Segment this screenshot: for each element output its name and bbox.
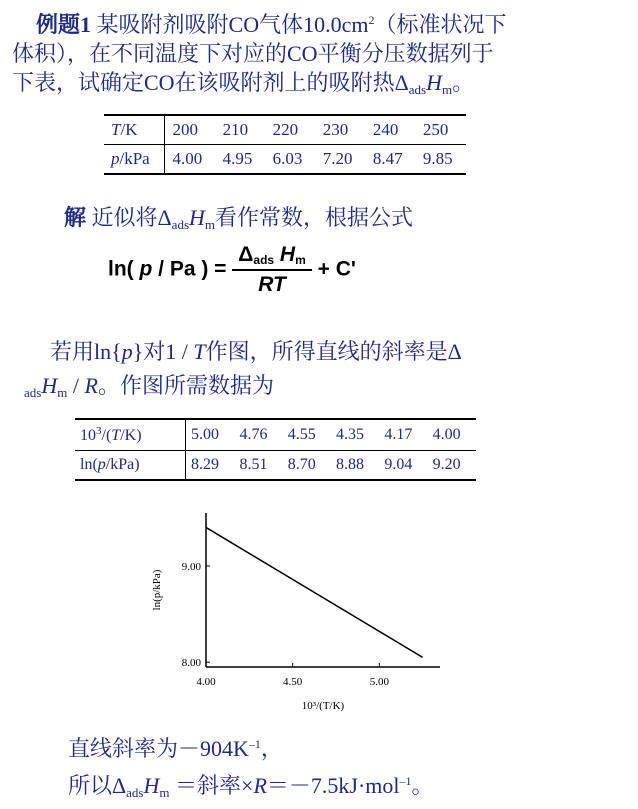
result-line-2: [68, 765, 434, 809]
table-cell: 230: [322, 120, 349, 139]
text: 作图，所得直线的斜率是Δ: [205, 339, 462, 364]
period: 。: [452, 70, 475, 95]
series-line: [206, 527, 423, 657]
table-cell: 8.47: [372, 149, 403, 168]
table-cell: 250: [422, 120, 449, 139]
solution-text-a: 近似将Δ: [91, 205, 172, 230]
table-cell: 6.03: [272, 149, 303, 168]
row-label-pressure: [104, 145, 165, 175]
subscript-m: m: [204, 217, 216, 232]
problem-text-1: 某吸附剂吸附CO气体10.0cm: [96, 12, 369, 37]
unit-K: /K: [120, 120, 138, 139]
x-tick-label: 4.00: [196, 676, 216, 688]
formula-numerator: [232, 243, 311, 271]
problem-line-1: [12, 6, 632, 39]
problem-statement: [12, 6, 632, 104]
table-row-log-pressure: [75, 451, 476, 481]
y-axis-label: ln(p/kPa): [151, 569, 163, 611]
problem-line-3: [12, 68, 632, 104]
table-row-temperature: [104, 115, 466, 145]
axis-ticks: [182, 561, 390, 688]
formula-fraction: [232, 243, 311, 297]
problem-line-2: 体积），在不同温度下对应的CO平衡分压数据列于: [12, 41, 494, 66]
table-cell: 4.95: [222, 149, 253, 168]
text: 若用ln{: [50, 339, 122, 364]
table-cell: 7.20: [322, 149, 353, 168]
text: 直线斜率为－904K: [68, 736, 249, 761]
table-cell: 4.76: [239, 426, 268, 443]
result-block: [68, 728, 434, 809]
subscript-m: m: [57, 385, 68, 400]
text: 。: [411, 773, 434, 798]
var-T: T: [111, 120, 121, 139]
plot-instruction: [24, 335, 624, 410]
text: /(: [101, 427, 112, 444]
subscript-ads: ads: [126, 785, 144, 800]
var-R: R: [253, 773, 267, 798]
text: /K): [120, 427, 142, 444]
problem-text-3: 下表，试确定CO在该吸附剂上的吸附热Δ: [12, 70, 409, 95]
superscript: –1: [399, 774, 412, 788]
var-R: R: [84, 373, 98, 398]
subscript-ads: ads: [253, 253, 275, 267]
formula-ln: ln(: [108, 257, 140, 281]
table-cell: 9.85: [422, 149, 453, 168]
formula-p: p: [139, 257, 153, 281]
table-cell: 200: [172, 120, 198, 139]
superscript: 2: [368, 13, 375, 27]
var-p: p: [121, 339, 133, 364]
table-cell: 4.17: [384, 426, 413, 443]
series-group: [206, 527, 423, 657]
instruction-line-1: [24, 335, 624, 369]
solution-line: [64, 203, 413, 239]
row-label-log-pressure: [75, 451, 186, 481]
table-cell: 9.04: [384, 456, 413, 473]
var-p: p: [97, 456, 106, 473]
row-label-inverse-temperature: [75, 419, 186, 451]
text: 所以Δ: [68, 773, 127, 798]
table-cell: 4.00: [172, 149, 203, 168]
subscript-ads: ads: [24, 385, 42, 400]
data-table-temperature-pressure: [104, 114, 466, 175]
subscript-ads: ads: [408, 82, 427, 97]
solution-text-b: 看作常数，根据公式: [215, 205, 414, 230]
table-row-inverse-temperature: [75, 419, 476, 451]
text: 10: [80, 427, 96, 444]
symbol-H: H: [279, 243, 296, 266]
text: ＝－7.5kJ·mol: [266, 773, 400, 798]
var-p: p: [111, 149, 120, 168]
table-cell: 4.55: [287, 426, 316, 443]
x-tick-label: 5.00: [369, 676, 389, 688]
table-cell: 8.70: [287, 456, 316, 473]
table-cell: 240: [372, 120, 399, 139]
y-tick-label: 9.00: [181, 560, 201, 573]
problem-label: 例题1: [36, 12, 92, 37]
superscript: –1: [248, 737, 261, 751]
text: 。作图所需数据为: [97, 373, 274, 398]
table-cell: 4.00: [432, 426, 461, 443]
text: ln(: [80, 456, 98, 473]
text: /kPa): [105, 456, 140, 473]
table-row-pressure: [104, 145, 466, 175]
var-T: T: [193, 339, 206, 364]
table-cell: 8.88: [336, 456, 365, 473]
subscript-m: m: [441, 82, 453, 97]
symbol-H: H: [41, 373, 58, 398]
solution-label: 解: [64, 205, 87, 230]
symbol-H: H: [189, 205, 205, 230]
data-table-plot: [75, 418, 476, 481]
subscript-m: m: [159, 785, 170, 800]
text: }对1 /: [132, 339, 194, 364]
result-line-1: [68, 728, 434, 765]
text: /: [67, 373, 85, 398]
table-cell: 5.00: [191, 426, 219, 443]
table-cell: 8.29: [191, 456, 219, 473]
table-cell: 220: [272, 120, 299, 139]
subscript-m: m: [295, 253, 306, 267]
formula-rhs: + C': [317, 257, 356, 281]
delta: Δ: [238, 243, 254, 266]
table-cell: 4.35: [336, 426, 365, 443]
problem-text-1-tail: （标准状况下: [374, 12, 507, 37]
text: ，: [260, 736, 283, 761]
line-chart: [140, 505, 450, 720]
var-T: T: [111, 427, 121, 444]
table-cell: 8.51: [239, 456, 268, 473]
superscript: 3: [96, 425, 102, 437]
table-cell: 210: [222, 120, 249, 139]
clausius-formula: [108, 243, 356, 297]
symbol-H: H: [143, 773, 160, 798]
unit-kPa: /kPa: [119, 149, 150, 168]
formula-denominator: RT: [258, 273, 286, 296]
x-axis-label: 10³/(T/K): [301, 700, 345, 712]
instruction-line-2: [24, 369, 624, 410]
table-cell: 9.20: [432, 456, 461, 473]
y-tick-label: 8.00: [181, 657, 201, 670]
subscript-ads: ads: [171, 217, 190, 232]
text: ＝斜率×: [169, 773, 254, 798]
row-label-temperature: [104, 115, 165, 145]
x-tick-label: 4.50: [283, 676, 303, 688]
formula-lhs-tail: / Pa ) =: [152, 257, 227, 281]
symbol-H: H: [426, 70, 442, 95]
